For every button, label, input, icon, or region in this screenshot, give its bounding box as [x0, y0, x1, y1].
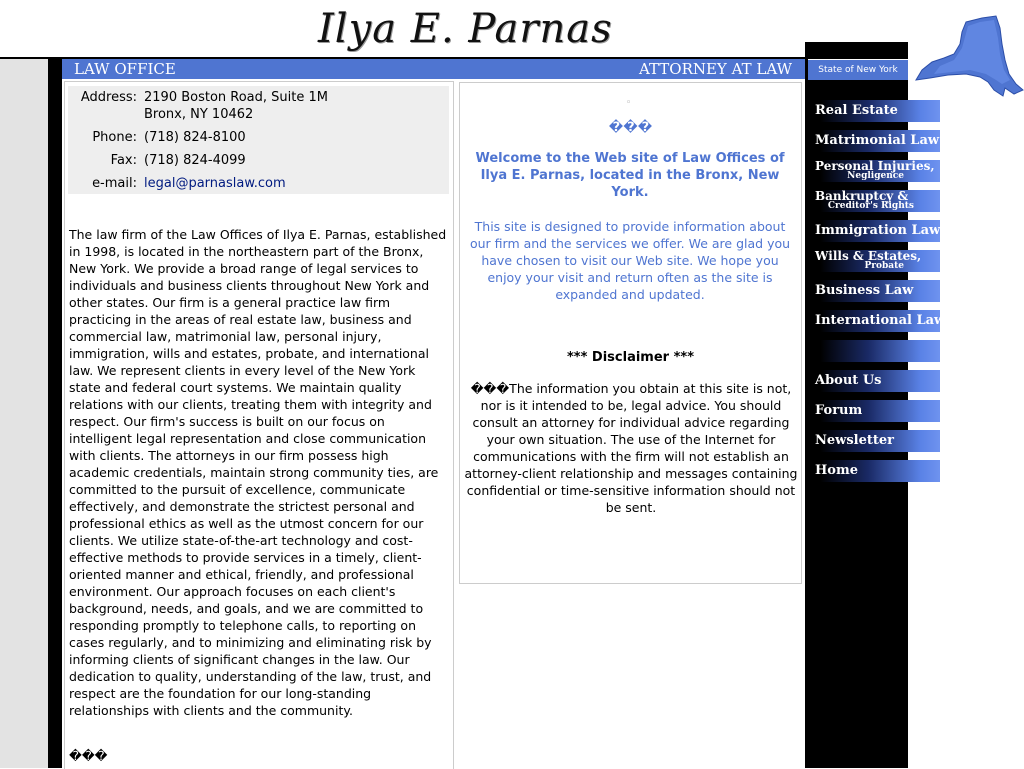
state-label: State of New York [808, 59, 908, 80]
phone-value: (718) 824-8100 [144, 130, 246, 145]
nav-real-estate[interactable] [810, 100, 940, 122]
attorney-at-law-label: ATTORNEY AT LAW [638, 60, 792, 78]
nav-personal-injuries-sub: Negligence [847, 171, 904, 181]
center-glyphs: ��� [608, 120, 653, 135]
nav-forum[interactable] [810, 400, 940, 422]
intro-paragraph: This site is designed to provide information about our firm and the services we offer. We are glad you have chosen to visit our Web site. We hope you enjoy your visit and return often as the site is expanded and updated. [469, 219, 791, 302]
email-link[interactable]: legal@parnaslaw.com [144, 176, 286, 191]
nav-home-label: Home [815, 463, 858, 478]
left-margin-strip [0, 59, 48, 768]
new-york-map-icon [910, 14, 1024, 104]
left-glyphs: ��� [69, 748, 108, 763]
welcome-heading: Welcome to the Web site of Law Offices of Ilya E. Parnas, located in the Bronx, New York. [475, 151, 785, 200]
nav-international-law[interactable] [810, 310, 946, 332]
phone-label: Phone: [92, 130, 137, 145]
nav-international-label: International Law [815, 313, 946, 328]
contact-info-panel [68, 86, 449, 194]
nav-home[interactable] [810, 460, 940, 482]
nav-wills-sub: Probate [864, 261, 904, 271]
nav-immigration-label: Immigration Law [815, 223, 941, 238]
nav-real-estate-label: Real Estate [815, 103, 898, 118]
nav-newsletter[interactable] [810, 430, 940, 452]
small-dot-icon: ◦ [626, 98, 632, 108]
nav-about-label: About Us [815, 373, 882, 388]
nav-bankruptcy[interactable] [810, 190, 940, 212]
nav-business-law[interactable] [810, 280, 940, 302]
nav-matrimonial-law[interactable] [810, 130, 940, 152]
nav-bankruptcy-sub: Creditor's Rights [827, 201, 914, 211]
site-logo: Ilya E. Parnas [318, 6, 613, 52]
law-office-label: LAW OFFICE [74, 60, 176, 78]
nav-personal-injuries[interactable] [810, 160, 940, 182]
title-bar [62, 59, 806, 79]
about-paragraph: The law firm of the Law Offices of Ilya E. Parnas, established in 1998, is located in the northeastern part of the Bronx, New York. We provide a broad range of legal services to individuals and business clients throughout New York and other states. Our firm is a general practice law firm practicing in the areas of real estate law, business and commercial law, matrimonial law, personal injury, immigration, wills and estates, probate, and international law. We represent clients in every level of the New York state and federal court systems. We maintain quality relations with our clients, treating them with integrity and respect. Our firm's success is built on our focus on intelligent legal representation and close communication with clients. The attorneys in our firm possess high academic credentials, maintain strong community ties, are committed to the pursuit of excellence, communicate effectively, and demonstrate the strictest personal and professional ethics as well as the utmost concern for our clients. We utilize state-of-the-art technology and cost-effective methods to provide services in a timely, client-oriented manner and ethical, friendly, and professional environment. Our approach focuses on each client's background, needs, and goals, and we are committed to responding promptly to telephone calls, to reporting on cases regularly, and to minimizing and eliminating risk by informing clients of significant changes in the law. Our dedication to quality, understanding of the law, trust, and respect are the foundation for our long-standing relationships with clients and the community. [69, 227, 447, 718]
fax-label: Fax: [110, 153, 137, 168]
disclaimer-title: *** Disclaimer *** [567, 350, 694, 365]
disclaimer-text: ���The information you obtain at this site is not, nor is it intended to be, legal advice. You should consult an attorney for individual advice regarding your own situation. The use of the Internet for communications with the firm will not establish an attorney-client relationship and messages containing confidential or time-sensitive information should not be sent. [464, 381, 798, 515]
nav-matrimonial-label: Matrimonial Law [815, 133, 940, 148]
nav-business-label: Business Law [815, 283, 914, 298]
address-line1: 2190 Boston Road, Suite 1M [144, 90, 328, 105]
address-line2: Bronx, NY 10462 [144, 107, 254, 122]
email-label: e-mail: [92, 176, 137, 191]
nav-forum-label: Forum [815, 403, 863, 418]
nav-bankruptcy-label: Bankruptcy & [815, 189, 909, 203]
left-black-strip [48, 59, 62, 768]
nav-newsletter-label: Newsletter [815, 433, 895, 448]
nav-about-us[interactable] [810, 370, 940, 392]
fax-value: (718) 824-4099 [144, 153, 246, 168]
nav-wills-label: Wills & Estates, [815, 249, 922, 263]
nav-spacer-button [810, 340, 940, 362]
address-label: Address: [80, 90, 137, 105]
nav-wills-estates[interactable] [810, 250, 940, 272]
nav-immigration-law[interactable] [810, 220, 940, 242]
nav-personal-injuries-label: Personal Injuries, [815, 159, 935, 173]
